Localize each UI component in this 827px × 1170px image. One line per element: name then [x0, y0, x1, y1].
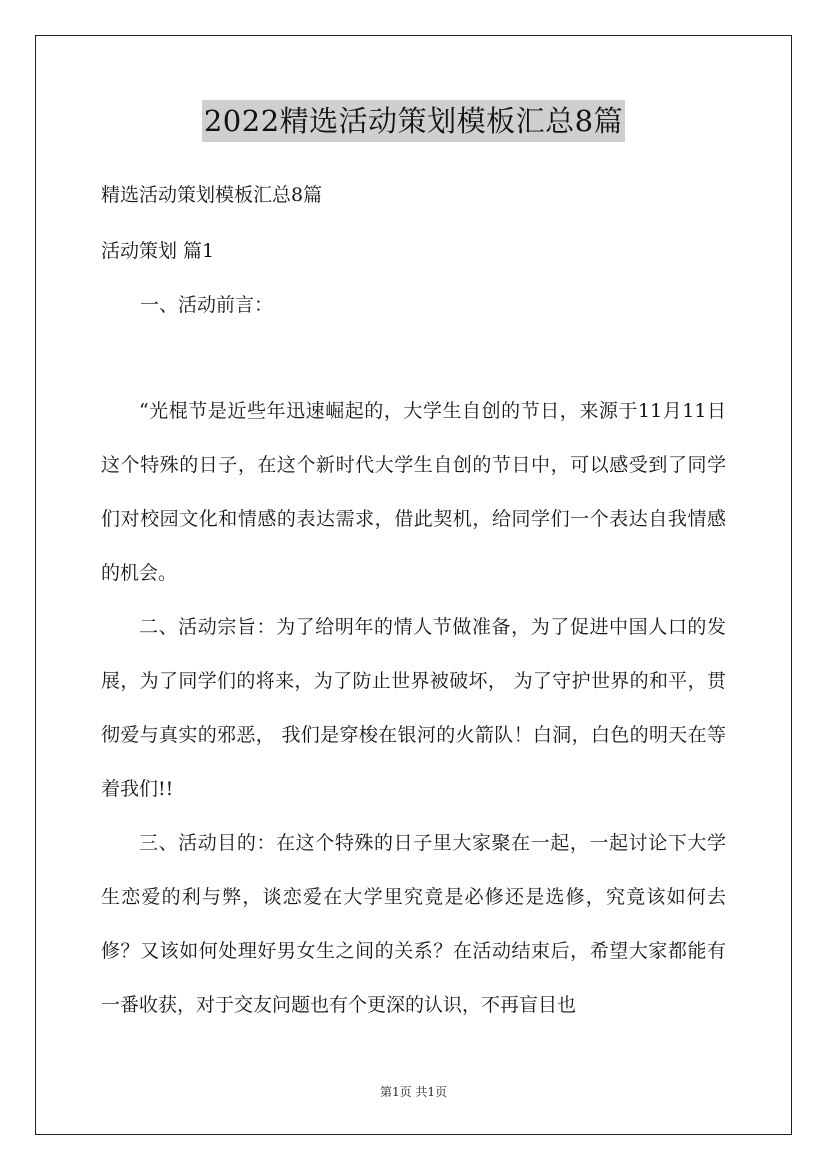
document-title: 2022精选活动策划模板汇总8篇 [202, 100, 625, 142]
document-subtitle: 精选活动策划模板汇总8篇 [101, 184, 323, 206]
item-heading-1: 一、活动前言： [140, 294, 274, 316]
paragraph-purpose: 二、活动宗旨：为了给明年的情人节做准备，为了促进中国人口的发展，为了同学们的将来，为了防止世界被破坏， 为了守护世界的和平，贯彻爱与真实的邪恶， 我们是穿梭在银河的火箭队！白洞，白色的明天在等着我们!! [101, 616, 726, 800]
title-wrap [0, 100, 827, 142]
paragraph-intro: “光棍节是近些年迅速崛起的，大学生自创的节日，来源于11月11日这个特殊的日子，在这个新时代大学生自创的节日中，可以感受到了同学们对校园文化和情感的表达需求，借此契机，给同学们一个表达自我情感的机会。 [101, 400, 726, 584]
section-heading: 活动策划 篇1 [101, 240, 215, 262]
paragraph-goal: 三、活动目的：在这个特殊的日子里大家聚在一起，一起讨论下大学生恋爱的利与弊，谈恋爱在大学里究竟是必修还是选修，究竟该如何去修？又该如何处理好男女生之间的关系？在活动结束后，希望大家都能有一番收获，对于交友问题也有个更深的认识，不再盲目也 [101, 832, 726, 1016]
page-footer: 第1页 共1页 [379, 1085, 448, 1099]
